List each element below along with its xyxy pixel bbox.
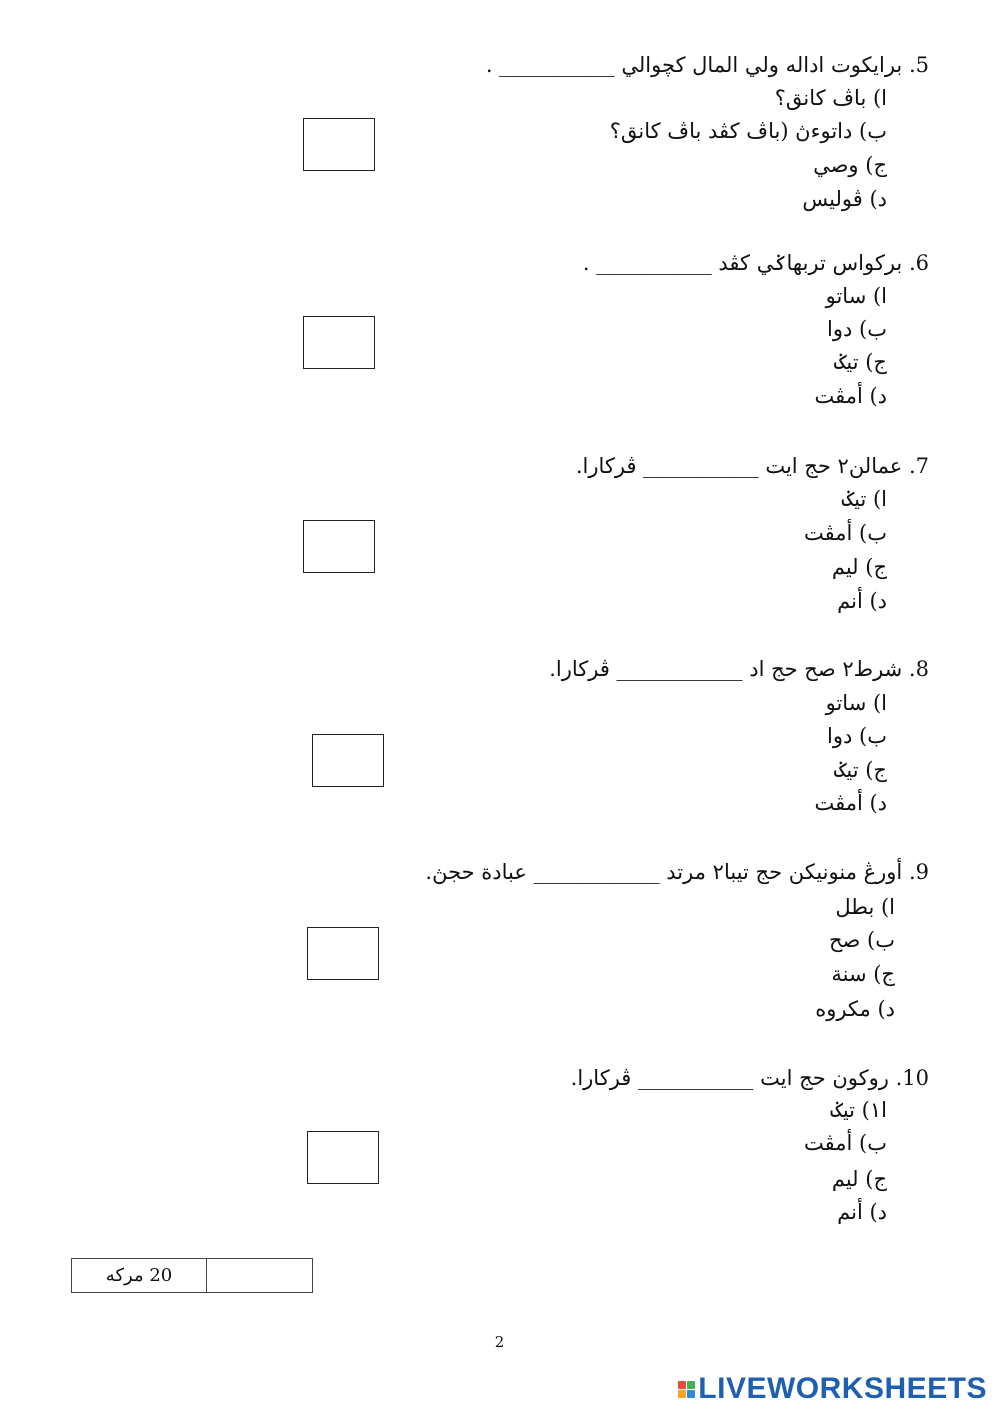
question-10-option-d: د) أنم xyxy=(837,1200,887,1224)
question-10-stem: 10. روكون حج ايت ___________ ڤركارا. xyxy=(570,1066,929,1090)
question-8-stem: 8. شرط٢ صح حج اد ____________ ڤركارا. xyxy=(549,657,929,681)
logo-square-icon xyxy=(687,1390,695,1398)
question-5-option-c: ج) وصي xyxy=(813,153,887,177)
question-10-option-a: ا١) تيݢ xyxy=(830,1098,887,1122)
question-9-option-c: ج) سنة xyxy=(831,962,895,986)
liveworksheets-icon xyxy=(678,1381,695,1398)
question-10-answer-box[interactable] xyxy=(307,1131,379,1184)
liveworksheets-logo xyxy=(678,1372,987,1406)
question-5-option-d: د) ڤوليس xyxy=(802,187,887,211)
question-6-option-b: ب) دوا xyxy=(827,317,887,341)
question-5-answer-box[interactable] xyxy=(303,118,375,171)
score-table xyxy=(71,1258,313,1293)
question-6-option-d: د) أمڤت xyxy=(814,384,887,408)
question-8-option-b: ب) دوا xyxy=(827,724,887,748)
logo-square-icon xyxy=(687,1381,695,1389)
question-9-answer-box[interactable] xyxy=(307,927,379,980)
question-6-option-a: ا) ساتو xyxy=(825,284,887,308)
question-7-option-c: ج) ليم xyxy=(831,555,887,579)
question-9-option-a: ا) بطل xyxy=(835,895,895,919)
liveworksheets-wordmark: LIVEWORKSHEETS xyxy=(698,1372,987,1405)
logo-square-icon xyxy=(678,1381,686,1389)
question-9-stem: 9. أورڠ منونيكن حج تيبا٢ مرتد ____________ عبادة حجڽ. xyxy=(425,860,929,884)
question-10-option-b: ب) أمڤت xyxy=(804,1131,887,1155)
question-6-stem: 6. بركواس تربهاݢي كڤد ___________ . xyxy=(582,251,929,275)
score-input-cell[interactable] xyxy=(207,1259,312,1292)
page-number: 2 xyxy=(494,1333,505,1351)
question-9-option-b: ب) صح xyxy=(828,928,895,952)
question-6-answer-box[interactable] xyxy=(303,316,375,369)
question-5-stem: 5. برايكوت اداله ولي المال كچوالي ___________ . xyxy=(485,53,929,77)
question-7-option-a: ا) تيݢ xyxy=(841,487,887,511)
question-10-option-c: ج) ليم xyxy=(831,1167,887,1191)
question-8-option-c: ج) تيݢ xyxy=(834,758,887,782)
question-5-option-b: ب) داتوءڽ (باڤ كڤد باڤ كانق؟ xyxy=(609,119,887,143)
logo-square-icon xyxy=(678,1390,686,1398)
question-7-option-d: د) أنم xyxy=(837,589,887,613)
question-9-option-d: د) مكروه xyxy=(815,997,895,1021)
question-7-stem: 7. عمالن٢ حج ايت ___________ ڤركارا. xyxy=(575,454,929,478)
question-8-option-d: د) أمڤت xyxy=(814,791,887,815)
question-8-option-a: ا) ساتو xyxy=(825,691,887,715)
question-5-option-a: ا) باڤ كانق؟ xyxy=(774,86,887,110)
question-7-option-b: ب) أمڤت xyxy=(804,521,887,545)
score-label: 20 مركه xyxy=(72,1259,207,1292)
question-8-answer-box[interactable] xyxy=(312,734,384,787)
question-7-answer-box[interactable] xyxy=(303,520,375,573)
question-6-option-c: ج) تيݢ xyxy=(834,350,887,374)
